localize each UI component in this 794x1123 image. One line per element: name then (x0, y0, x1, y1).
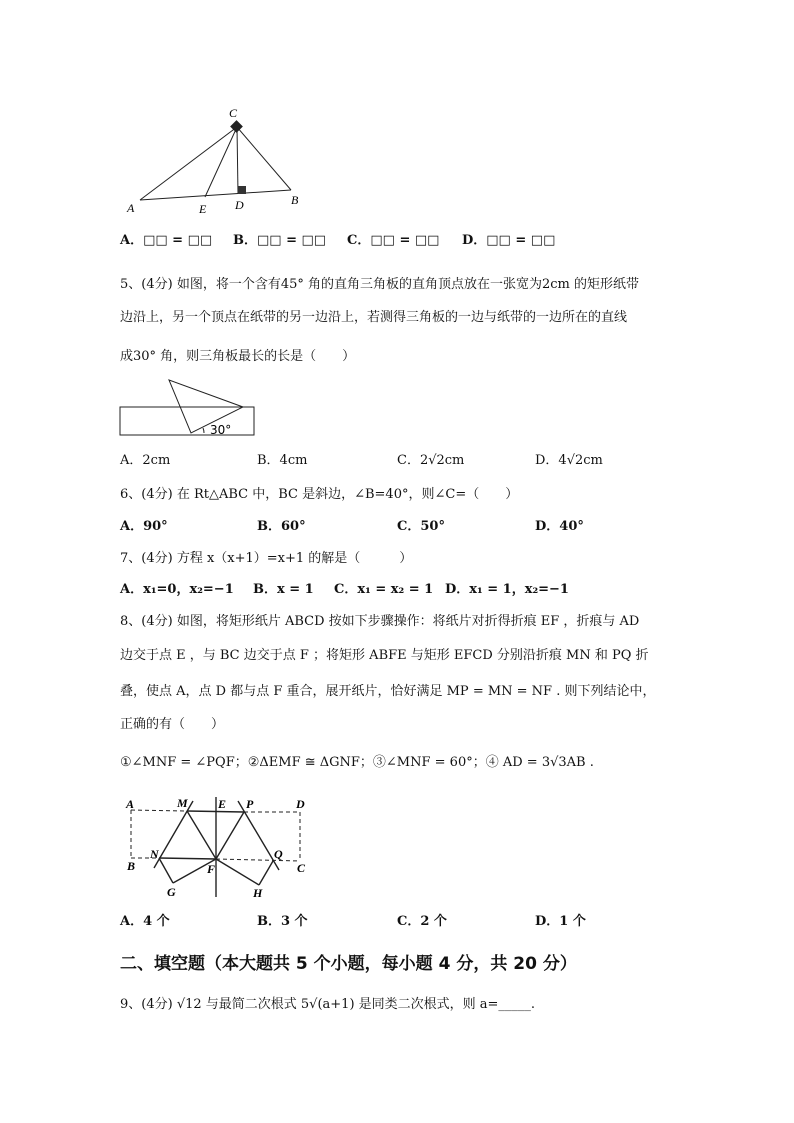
q5-line-1: 5、(4分) 如图，将一个含有45° 角的直角三角板的直角顶点放在一张宽为2cm 的矩形纸带 (120, 277, 640, 292)
q9-stem: 9、(4分) √12 与最简二次根式 5√(a+1) 是同类二次根式，则 a=_____. (120, 997, 536, 1012)
q4-option-b: B．□□ = □□ (233, 233, 327, 248)
q8-line-4: 正确的有（ ） (120, 717, 225, 732)
q8-label-b: B (127, 859, 136, 873)
q5-angle-label: 30° (210, 423, 232, 437)
q7-option-a: A．x₁=0，x₂=−1 (120, 582, 234, 597)
section-2-heading: 二、填空题（本大题共 5 个小题，每小题 4 分，共 20 分） (120, 954, 577, 974)
q8-option-d: D．1 个 (535, 914, 586, 929)
q4-label-a: A (127, 201, 135, 215)
q7-option-c: C．x₁ = x₂ = 1 (334, 582, 434, 597)
q5-line-2: 边沿上，另一个顶点在纸带的另一边沿上，若测得三角板的一边与纸带的一边所在的直线 (120, 310, 628, 325)
q6-option-d: D．40° (535, 519, 584, 534)
q6-option-b: B．60° (257, 519, 306, 534)
q8-label-g: G (167, 885, 176, 899)
q8-label-f: F (207, 862, 216, 876)
q4-label-d: D (235, 198, 244, 212)
q5-option-c: C．2√2cm (397, 453, 465, 468)
q8-option-a: A．4 个 (120, 914, 170, 929)
q4-option-c: C．□□ = □□ (347, 233, 440, 248)
q8-line-2: 边交于点 E ，与 BC 边交于点 F ；将矩形 ABFE 与矩形 EFCD 分别沿折痕 MN 和 PQ 折 (120, 648, 649, 663)
q4-label-e: E (199, 202, 207, 216)
q8-option-c: C．2 个 (397, 914, 447, 929)
q8-line-3: 叠，使点 A，点 D 都与点 F 重合，展开纸片，恰好满足 MP = MN = NF . 则下列结论中， (120, 684, 656, 699)
q8-label-n: N (150, 847, 159, 861)
q4-label-b: B (291, 193, 299, 207)
q8-label-q: Q (274, 847, 283, 861)
q7-option-d: D．x₁ = 1，x₂=−1 (445, 582, 569, 597)
q5-option-d: D．4√2cm (535, 453, 603, 468)
q8-line-1: 8、(4分) 如图，将矩形纸片 ABCD 按如下步骤操作：将纸片对折得折痕 EF ，折痕与 AD (120, 614, 640, 629)
q8-label-a: A (126, 797, 135, 811)
q8-label-h: H (253, 886, 263, 900)
q5-line-3: 成30° 角，则三角板最长的长是（ ） (120, 349, 356, 364)
q8-option-b: B．3 个 (257, 914, 308, 929)
q4-option-a: A．□□ = □□ (120, 233, 213, 248)
q8-statements: ①∠MNF = ∠PQF；②ΔEMF ≅ ΔGNF；③∠MNF = 60°；④ AD = 3√3AB . (120, 755, 594, 770)
q8-label-e: E (218, 797, 227, 811)
q5-option-a: A．2cm (120, 453, 171, 468)
q6-option-c: C．50° (397, 519, 445, 534)
q5-figure (120, 380, 254, 435)
q8-label-m: M (177, 796, 188, 810)
q7-stem: 7、(4分) 方程 x（x+1）=x+1 的解是（ ） (120, 551, 413, 566)
q8-figure (131, 797, 300, 897)
q8-label-d: D (296, 797, 305, 811)
q5-option-b: B．4cm (257, 453, 308, 468)
q7-option-b: B．x = 1 (253, 582, 314, 597)
q6-stem: 6、(4分) 在 Rt△ABC 中，BC 是斜边，∠B=40°，则∠C=（ ） (120, 487, 519, 502)
q4-label-c: C (229, 106, 238, 120)
q8-label-p: P (246, 797, 254, 811)
q8-label-c: C (297, 861, 306, 875)
q4-option-d: D．□□ = □□ (462, 233, 556, 248)
q6-option-a: A．90° (120, 519, 168, 534)
